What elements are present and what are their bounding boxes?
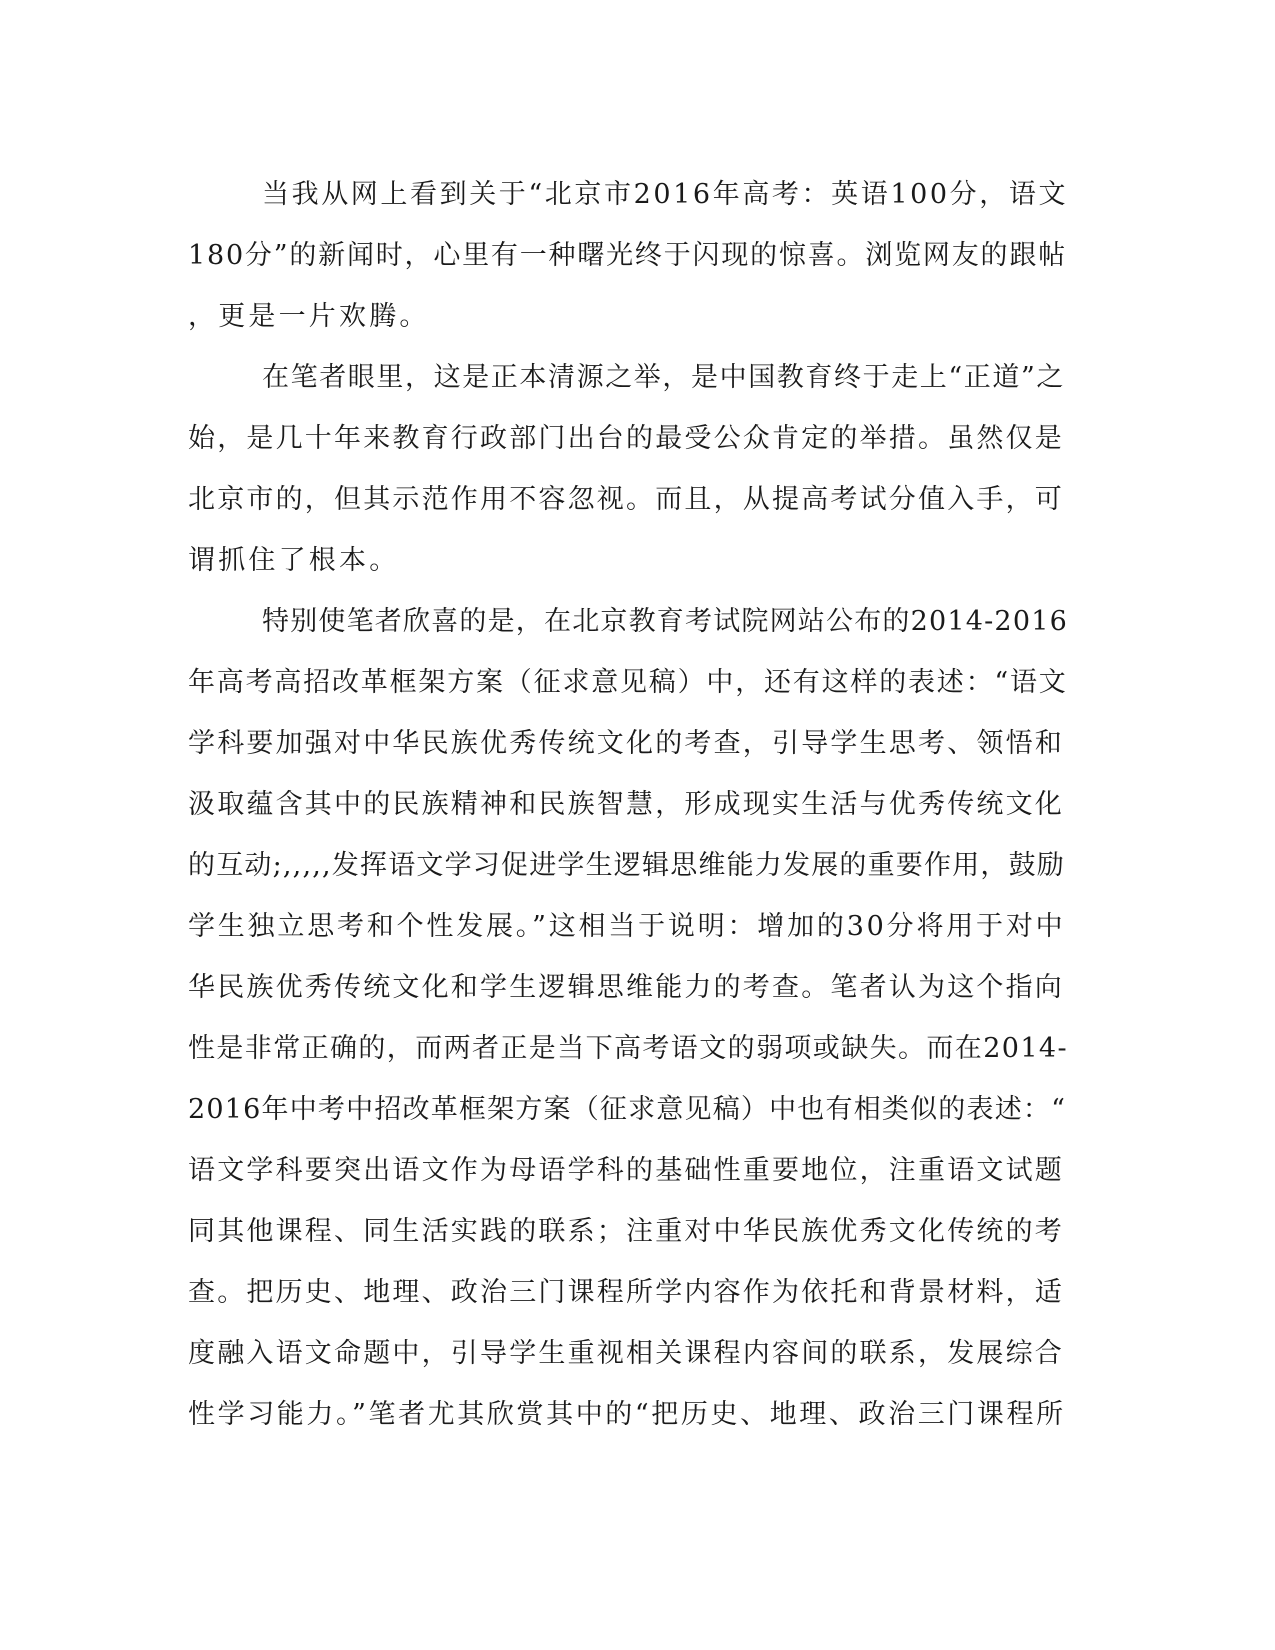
paragraph-2-line-3: 北京市的，但其示范作用不容忽视。而且，从提高考试分值入手，可	[188, 484, 1064, 515]
paragraph-1-line-1: 当我从网上看到关于“北京市2016年高考：英语100分，语文	[262, 179, 1069, 210]
paragraph-3-line-3: 学科要加强对中华民族优秀传统文化的考查，引导学生思考、领悟和	[188, 728, 1064, 759]
paragraph-2-line-1: 在笔者眼里，这是正本清源之举，是中国教育终于走上“正道”之	[262, 362, 1066, 393]
paragraph-3-line-6: 学生独立思考和个性发展。”这相当于说明：增加的30分将用于对中	[188, 911, 1066, 942]
paragraph-1-line-2: 180分”的新闻时，心里有一种曙光终于闪现的惊喜。浏览网友的跟帖	[188, 240, 1067, 271]
paragraph-3-line-9: 2016年中考中招改革框架方案（征求意见稿）中也有相类似的表述：“	[188, 1094, 1067, 1125]
paragraph-3-line-2: 年高考高招改革框架方案（征求意见稿）中，还有这样的表述：“语文	[188, 667, 1068, 698]
article-body	[188, 164, 1068, 1445]
paragraph-3-line-5: 的互动;,,,,,发挥语文学习促进学生逻辑思维能力发展的重要作用，鼓励	[188, 850, 1066, 881]
paragraph-3-line-11: 同其他课程、同生活实践的联系；注重对中华民族优秀文化传统的考	[188, 1216, 1064, 1247]
paragraph-2-line-2: 始，是几十年来教育行政部门出台的最受公众肯定的举措。虽然仅是	[188, 423, 1064, 454]
paragraph-2-line-4: 谓抓住了根本。	[188, 545, 400, 576]
paragraph-3-line-13: 度融入语文命题中，引导学生重视相关课程内容间的联系，发展综合	[188, 1338, 1064, 1369]
paragraph-3-line-7: 华民族优秀传统文化和学生逻辑思维能力的考查。笔者认为这个指向	[188, 972, 1064, 1003]
paragraph-1-line-3: ，更是一片欢腾。	[188, 301, 430, 332]
paragraph-3-line-8: 性是非常正确的，而两者正是当下高考语文的弱项或缺失。而在2014-	[188, 1033, 1069, 1064]
paragraph-3-line-10: 语文学科要突出语文作为母语学科的基础性重要地位，注重语文试题	[188, 1155, 1064, 1186]
paragraph-3-line-14: 性学习能力。”笔者尤其欣赏其中的“把历史、地理、政治三门课程所	[188, 1399, 1066, 1430]
paragraph-3-line-12: 查。把历史、地理、政治三门课程所学内容作为依托和背景材料，适	[188, 1277, 1064, 1308]
paragraph-3-line-1: 特别使笔者欣喜的是，在北京教育考试院网站公布的2014-2016	[262, 606, 1068, 637]
paragraph-3-line-4: 汲取蕴含其中的民族精神和民族智慧，形成现实生活与优秀传统文化	[188, 789, 1064, 820]
